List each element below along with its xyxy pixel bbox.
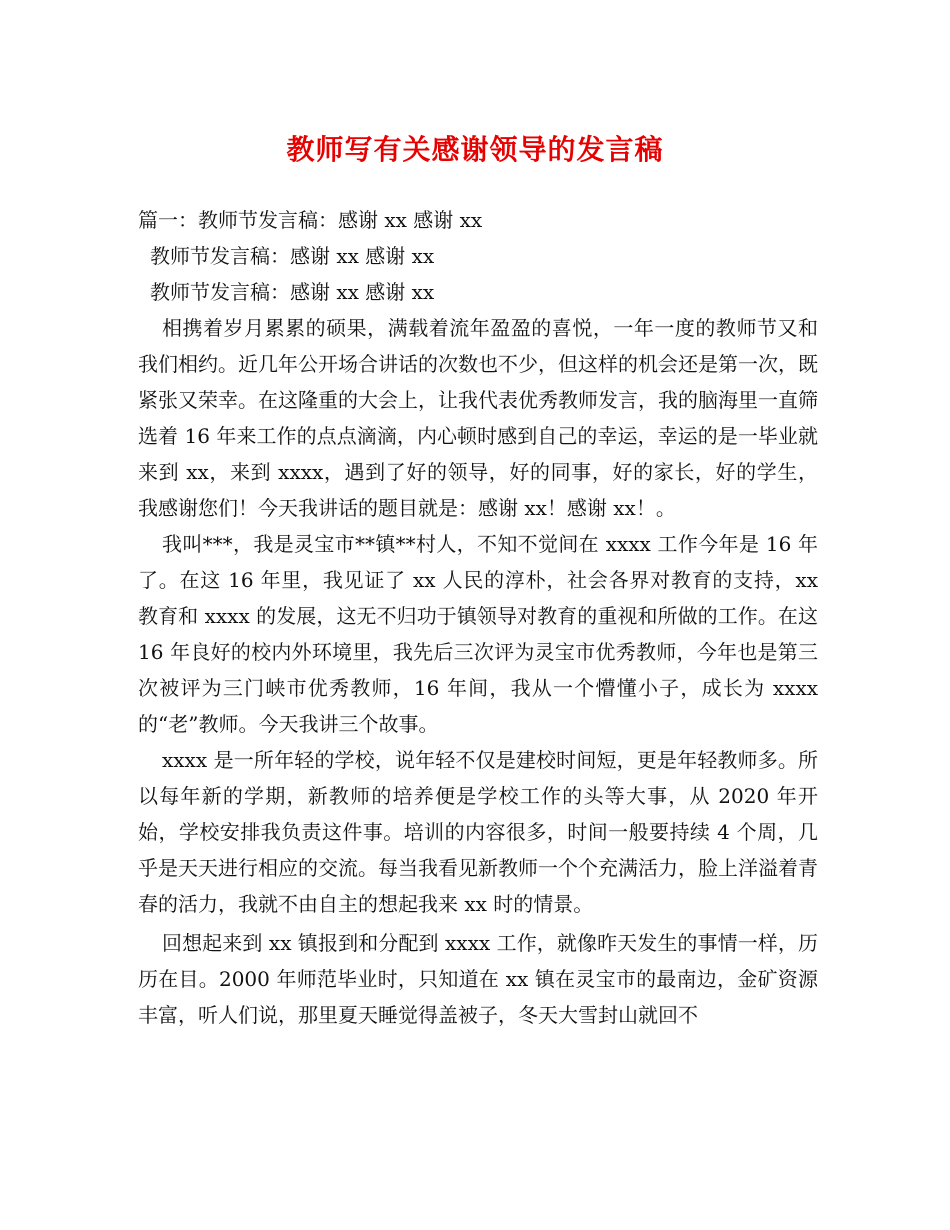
paragraph-2: 我叫***，我是灵宝市**镇**村人，不知不觉间在 xxxx 工作今年是 16 年了。在这 16 年里，我见证了 xx 人民的淳朴，社会各界对教育的支持，xx 教育和 xxxx 的发展，这无不归功于镇领导对教育的重视和所做的工作。在这 16 年良好的校内外环境里，我先后三次评为灵宝市优秀教师，今年也是第三次被评为三门峡市优秀教师，16 年间，我从一个懵懂小子，成长为 xxxx 的“老”教师。今天我讲三个故事。 (138, 532, 818, 736)
subheading-main: 篇一：教师节发言稿：感谢 xx 感谢 xx (138, 208, 483, 232)
paragraph-1: 相携着岁月累累的硕果，满载着流年盈盈的喜悦，一年一度的教师节又和我们相约。近几年公开场合讲话的次数也不少，但这样的机会还是第一次，既紧张又荣幸。在这隆重的大会上，让我代表优秀教师发言，我的脑海里一直筛选着 16 年来工作的点点滴滴，内心顿时感到自己的幸运，幸运的是一毕业就来到 xx，来到 xxxx，遇到了好的领导，好的同事，好的家长，好的学生，我感谢您们！今天我讲话的题目就是：感谢 xx！感谢 xx！。 (138, 316, 818, 520)
paragraph-4: 回想起来到 xx 镇报到和分配到 xxxx 工作，就像昨天发生的事情一样，历历在目。2000 年师范毕业时，只知道在 xx 镇在灵宝市的最南边，金矿资源丰富，听人们说，那里夏天睡觉得盖被子，冬天大雪封山就回不 (138, 931, 818, 1027)
paragraph-3: xxxx 是一所年轻的学校，说年轻不仅是建校时间短，更是年轻教师多。所以每年新的学期，新教师的培养便是学校工作的头等大事，从 2020 年开始，学校安排我负责这件事。培训的内容很多，时间一般要持续 4 个周，几乎是天天进行相应的交流。每当我看见新教师一个个充满活力，脸上洋溢着青春的活力，我就不由自主的想起我来 xx 时的情景。 (138, 748, 818, 916)
subheading-repeat-2: 教师节发言稿：感谢 xx 感谢 xx (150, 280, 435, 304)
document-title: 教师写有关感谢领导的发言稿 (286, 133, 664, 166)
subheading-repeat-1: 教师节发言稿：感谢 xx 感谢 xx (150, 244, 435, 268)
document-body (138, 202, 818, 1033)
